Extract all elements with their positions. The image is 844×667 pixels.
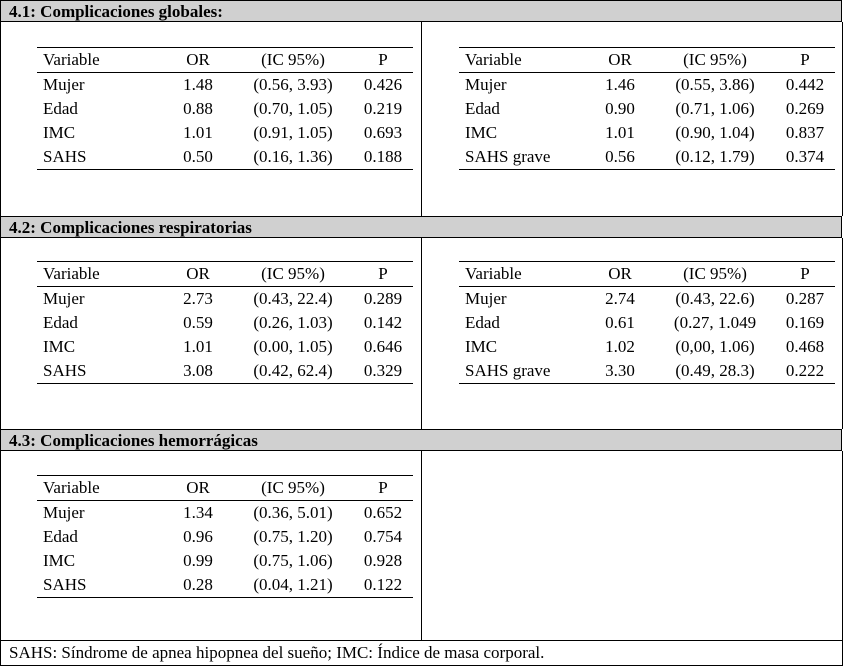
cell-variable: Mujer [43,503,85,522]
table-hemorrhagic-left [37,475,413,598]
table-row [459,73,835,98]
column-divider [421,22,422,216]
header-ic: (IC 95%) [655,262,775,287]
cell-or: 1.02 [605,337,635,356]
header-variable: Variable [37,48,163,73]
cell-or: 1.48 [183,75,213,94]
cell-variable: SAHS [37,145,163,170]
cell-variable: Mujer [465,75,507,94]
table-header-row [37,48,413,73]
cell-or: 0.90 [605,99,635,118]
cell-or: 0.61 [605,313,635,332]
cell-p: 0.426 [363,75,403,94]
table-row [459,311,835,335]
header-or: OR [163,476,233,501]
table-row [459,145,835,170]
cell-p: 0.646 [363,337,403,356]
header-p: P [775,48,835,73]
table-row [37,311,413,335]
cell-p: 0.269 [785,99,825,118]
cell-ic: (0.75, 1.06) [253,551,333,570]
cell-or: 2.74 [605,289,635,308]
table-row [459,287,835,312]
cell-p: 0.122 [353,573,413,598]
cell-ic: (0.75, 1.20) [253,527,333,546]
cell-or: 0.88 [183,99,213,118]
table-row [459,359,835,384]
table-global-left [37,47,413,170]
header-p: P [353,48,413,73]
footnote: SAHS: Síndrome de apnea hipopnea del sueño; IMC: Índice de masa corporal. [0,640,843,666]
cell-ic: (0.12, 1.79) [655,145,775,170]
cell-ic: (0.26, 1.03) [253,313,333,332]
cell-p: 0.222 [775,359,835,384]
cell-or: 1.01 [183,337,213,356]
header-variable: Variable [459,262,585,287]
cell-or: 1.34 [183,503,213,522]
header-or: OR [585,48,655,73]
table-respiratory-left [37,261,413,384]
cell-p: 0.329 [353,359,413,384]
cell-variable: IMC [43,337,76,356]
cell-variable: Edad [43,99,78,118]
cell-or: 3.08 [163,359,233,384]
cell-ic: (0.90, 1.04) [675,123,755,142]
header-or: OR [163,48,233,73]
cell-variable: SAHS grave [459,145,585,170]
cell-or: 1.46 [605,75,635,94]
table-row [37,335,413,359]
cell-variable: IMC [465,123,498,142]
cell-ic: (0.43, 22.6) [675,289,755,308]
header-or: OR [585,262,655,287]
table-header-row [459,48,835,73]
cell-ic: (0.91, 1.05) [253,123,333,142]
cell-p: 0.219 [363,99,403,118]
table-row [37,501,413,526]
header-variable: Variable [37,262,163,287]
section-header-global: 4.1: Complicaciones globales: [0,0,842,22]
cell-ic: (0.00, 1.05) [253,337,333,356]
column-divider [421,451,422,640]
cell-variable: Edad [465,99,500,118]
header-p: P [353,476,413,501]
cell-ic: (0.71, 1.06) [675,99,755,118]
table-row [37,573,413,598]
cell-variable: IMC [465,337,498,356]
table-header-row [37,262,413,287]
cell-or: 1.01 [183,123,213,142]
cell-ic: (0.04, 1.21) [233,573,353,598]
header-variable: Variable [37,476,163,501]
cell-p: 0.374 [775,145,835,170]
cell-p: 0.442 [785,75,825,94]
cell-variable: Edad [465,313,500,332]
cell-or: 0.28 [163,573,233,598]
table-row [37,359,413,384]
cell-ic: (0.43, 22.4) [253,289,333,308]
cell-ic: (0.49, 28.3) [655,359,775,384]
table-row [37,97,413,121]
cell-p: 0.289 [363,289,403,308]
cell-p: 0.142 [363,313,403,332]
cell-variable: SAHS [37,573,163,598]
table-row [459,335,835,359]
cell-or: 2.73 [183,289,213,308]
table-header-row [37,476,413,501]
header-ic: (IC 95%) [233,262,353,287]
cell-ic: (0.55, 3.86) [675,75,755,94]
table-row [37,121,413,145]
cell-or: 0.50 [163,145,233,170]
cell-or: 0.99 [183,551,213,570]
cell-ic: (0.27, 1.049 [673,313,757,332]
cell-ic: (0,00, 1.06) [675,337,755,356]
header-variable: Variable [459,48,585,73]
cell-variable: SAHS [37,359,163,384]
cell-p: 0.928 [363,551,403,570]
header-ic: (IC 95%) [233,476,353,501]
cell-or: 0.56 [585,145,655,170]
cell-variable: Mujer [43,289,85,308]
table-row [37,525,413,549]
column-divider [421,238,422,429]
cell-variable: Edad [43,527,78,546]
cell-p: 0.468 [785,337,825,356]
table-row [37,145,413,170]
cell-p: 0.287 [785,289,825,308]
table-respiratory-right [459,261,835,384]
header-ic: (IC 95%) [655,48,775,73]
cell-or: 3.30 [585,359,655,384]
table-header-row [459,262,835,287]
cell-ic: (0.56, 3.93) [253,75,333,94]
table-row [37,287,413,312]
section-header-respiratory: 4.2: Complicaciones respiratorias [0,216,842,238]
cell-or: 0.96 [183,527,213,546]
cell-p: 0.754 [363,527,403,546]
header-or: OR [163,262,233,287]
cell-ic: (0.36, 5.01) [253,503,333,522]
cell-variable: SAHS grave [459,359,585,384]
cell-or: 0.59 [183,313,213,332]
header-p: P [353,262,413,287]
table-row [459,97,835,121]
cell-variable: Mujer [465,289,507,308]
cell-p: 0.693 [363,123,403,142]
table-row [37,73,413,98]
header-p: P [775,262,835,287]
table-global-right [459,47,835,170]
cell-p: 0.169 [785,313,825,332]
cell-p: 0.652 [363,503,403,522]
cell-variable: IMC [43,551,76,570]
header-ic: (IC 95%) [233,48,353,73]
cell-ic: (0.42, 62.4) [233,359,353,384]
cell-ic: (0.70, 1.05) [253,99,333,118]
table-row [37,549,413,573]
cell-variable: Edad [43,313,78,332]
cell-variable: Mujer [43,75,85,94]
cell-or: 1.01 [605,123,635,142]
cell-ic: (0.16, 1.36) [233,145,353,170]
cell-p: 0.188 [353,145,413,170]
section-header-hemorrhagic: 4.3: Complicaciones hemorrágicas [0,429,842,451]
table-row [459,121,835,145]
cell-p: 0.837 [785,123,825,142]
cell-variable: IMC [43,123,76,142]
